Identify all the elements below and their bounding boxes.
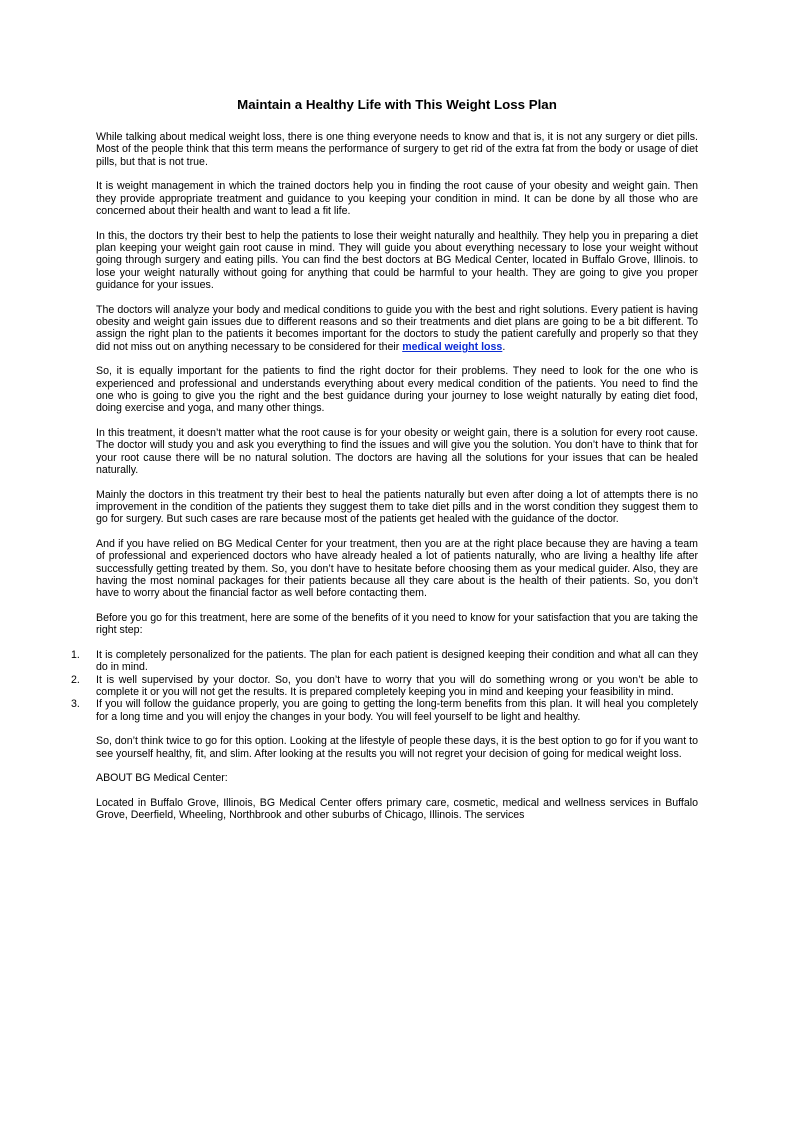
list-item-number: 1. xyxy=(71,649,80,662)
paragraph-analysis xyxy=(96,304,698,353)
paragraph-benefits-intro: Before you go for this treatment, here are some of the benefits of it you need to know for your satisfaction that you are taking the right step: xyxy=(96,612,698,637)
medical-weight-loss-link[interactable]: medical weight loss xyxy=(402,340,503,353)
document-title: Maintain a Healthy Life with This Weight Loss Plan xyxy=(237,97,557,112)
paragraph-doctors-help: In this, the doctors try their best to help the patients to lose their weight naturally and healthily. They help you in preparing a diet plan keeping your weight gain root cause in mind. They will guide you about everything necessary to lose your weight without going through surgery and eating pills. You can find the best doctors at BG Medical Center, located in Buffalo Grove, Illinois. to lose your weight naturally without going for anything that could be harmful to your health. They are going to give you proper guidance for your issues. xyxy=(96,229,698,292)
paragraph-weight-management: It is weight management in which the trained doctors help you in finding the root cause of your obesity and weight gain. Then they provide appropriate treatment and guidance to you keeping your condition in mind. It can be done by all those who are concerned about their health and want to lead a fit life. xyxy=(96,180,698,218)
paragraph-about: Located in Buffalo Grove, Illinois, BG Medical Center offers primary care, cosmetic, medical and wellness services in Buffalo Grove, Deerfield, Wheeling, Northbrook and other suburbs of Chicago, Illinois. The services xyxy=(96,797,698,822)
paragraph-root-cause: In this treatment, it doesn’t matter what the root cause is for your obesity or weight gain, there is a solution for every root cause. The doctor will study you and ask you everything to find the issues and will give you the solution. You don’t have to think that for your root cause there will be no natural solution. The doctors are having all the solutions for your issues that can be healed naturally. xyxy=(96,427,698,477)
paragraph-right-doctor: So, it is equally important for the patients to find the right doctor for their problems. They need to look for the one who is experienced and professional and understands everything about every medical condition of the patients. You need to find the one who is going to give you the right and the best guidance during your journey to lose weight naturally by eating diet food, doing exercise and yoga, and many other things. xyxy=(96,365,698,415)
list-item xyxy=(71,674,698,699)
about-heading: ABOUT BG Medical Center: xyxy=(96,772,228,785)
paragraph-intro: While talking about medical weight loss, there is one thing everyone needs to know and that is, it is not any surgery or diet pills. Most of the people think that this term means the performance of surgery to get rid of the extra fat from the body or usage of diet pills, but that is not true. xyxy=(96,131,698,168)
document-body xyxy=(71,131,698,822)
paragraph-conclusion: So, don’t think twice to go for this option. Looking at the lifestyle of people these days, it is the best option to go for if you want to see yourself healthy, fit, and slim. After looking at the results you will not regret your decision of going for medical weight loss. xyxy=(96,735,698,760)
paragraph-analysis-text: The doctors will analyze your body and medical conditions to guide you with the best and right solutions. Every patient is having obesity and weight gain issues due to different reasons and so their treatments and diet plans are going to be a bit different. To assign the right plan to the patients it becomes important for the doctors to study the patient carefully and properly so that they did not miss out on anything necessary to be considered for their xyxy=(96,303,698,353)
paragraph-natural-healing: Mainly the doctors in this treatment try their best to heal the patients naturally but even after doing a lot of attempts there is no improvement in the condition of the patients they suggest them to take diet pills and in the worst condition they suggest them to go for surgery. But such cases are rare because most of the patients get healed with the guidance of the doctor. xyxy=(96,488,698,526)
benefits-list xyxy=(71,649,698,723)
list-item xyxy=(71,649,698,674)
list-item-number: 3. xyxy=(71,698,80,711)
paragraph-analysis-end: . xyxy=(502,340,506,353)
paragraph-bg-medical: And if you have relied on BG Medical Center for your treatment, then you are at the right place because they are having a team of professional and experienced doctors who have already healed a lot of patients naturally, who are living a healthy life after successfully getting treated by them. So, you don’t have to hesitate before choosing them as your medical guider. Also, they are having the most nominal packages for their patients because all they care about is the health of their patients. So, you don’t have to worry about the financial factor as well before contacting them. xyxy=(96,538,698,600)
list-item-text: It is completely personalized for the patients. The plan for each patient is designed keeping their condition and what all can they do in mind. xyxy=(96,649,698,674)
list-item xyxy=(71,698,698,723)
list-item-text: If you will follow the guidance properly, you are going to getting the long-term benefits from this plan. It will heal you completely for a long time and you will enjoy the changes in your body. You will feel yourself to be light and healthy. xyxy=(96,698,698,723)
list-item-text: It is well supervised by your doctor. So, you don’t have to worry that you will do something wrong or you won’t be able to complete it or you will not get the results. It is prepared completely keeping you in mind and keeping your feasibility in mind. xyxy=(96,673,698,699)
list-item-number: 2. xyxy=(71,673,80,686)
